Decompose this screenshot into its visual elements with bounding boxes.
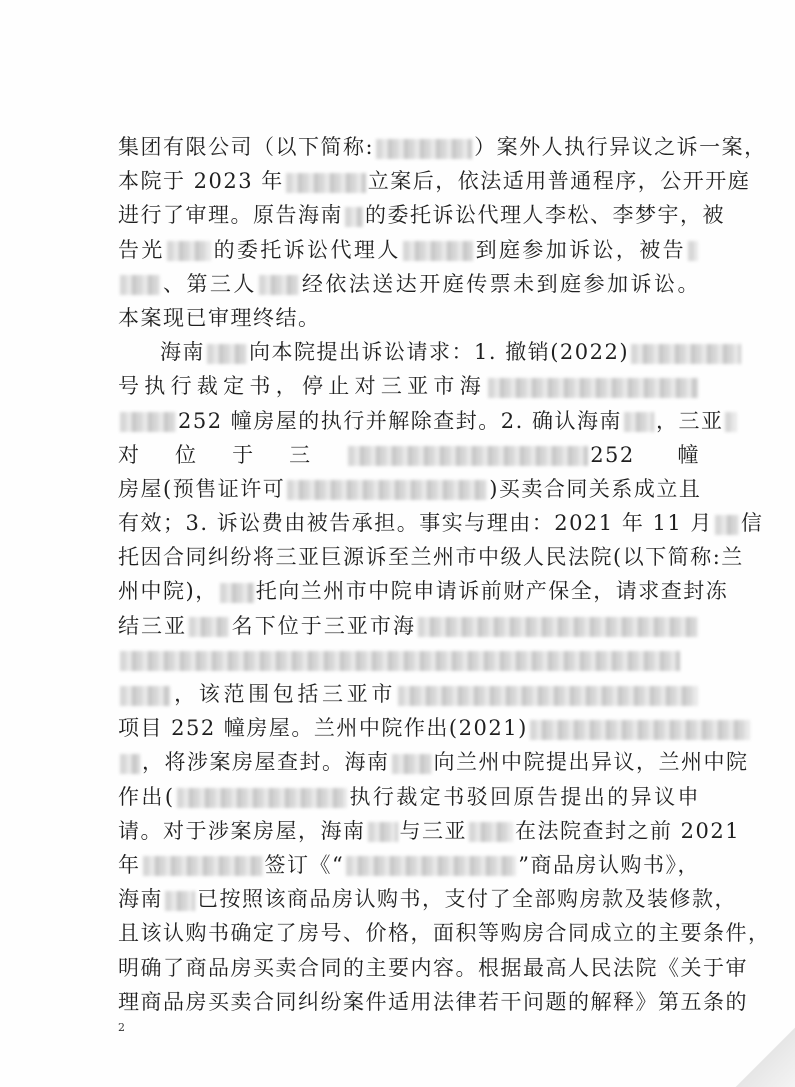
redaction bbox=[403, 241, 473, 261]
text-line: 、第三人 经依法送达开庭传票未到庭参加诉讼。 bbox=[118, 267, 700, 301]
redaction bbox=[177, 788, 347, 808]
redaction bbox=[286, 173, 366, 193]
text-line: 结三亚 名下位于三亚市海 bbox=[118, 609, 700, 643]
text-line: 对位于三 252 幢 bbox=[118, 442, 700, 467]
page-number: 2 bbox=[118, 1021, 125, 1034]
redaction bbox=[346, 856, 516, 876]
redaction bbox=[725, 412, 737, 432]
text-line: ，该范围包括三亚市 bbox=[118, 677, 700, 711]
text-line: 州中院)， 托向兰州市中院申请诉前财产保全，请求查封冻 bbox=[118, 579, 729, 604]
text-line: 作出( 执行裁定书驳回原告提出的异议申 bbox=[118, 784, 700, 809]
redaction bbox=[530, 720, 750, 740]
redaction bbox=[189, 617, 229, 637]
redaction bbox=[259, 275, 299, 295]
text-line: 告光 的委托诉讼代理人 到庭参加诉讼，被告 bbox=[118, 233, 700, 267]
redaction bbox=[469, 822, 513, 842]
redaction bbox=[120, 275, 160, 295]
redaction bbox=[207, 344, 247, 364]
text-line: ，将涉案房屋查封。海南 向兰州中院提出异议，兰州中院 bbox=[118, 745, 700, 779]
text-line: 请。对于涉案房屋，海南 与三亚 在法院查封之前 2021 bbox=[118, 818, 741, 843]
text-line: 海南 已按照该商品房认购书，支付了全部购房款及装修款， bbox=[118, 887, 737, 912]
text-line: 进行了审理。原告海南 的委托诉讼代理人李松、李梦宇，被 bbox=[118, 203, 725, 228]
redaction bbox=[488, 378, 698, 398]
redaction bbox=[398, 686, 698, 706]
text-line: 本案现已审理终结。 bbox=[118, 305, 321, 330]
redaction bbox=[345, 207, 363, 227]
redaction bbox=[631, 344, 741, 364]
redaction bbox=[167, 241, 211, 261]
redaction bbox=[418, 617, 698, 637]
text-line: 年 签订《“ ”商品房认购书》， bbox=[118, 852, 700, 877]
text-line: 本院于 2023 年 立案后，依法适用普通程序，公开开庭 bbox=[118, 169, 751, 194]
redaction bbox=[143, 856, 263, 876]
redaction bbox=[120, 651, 680, 671]
text-line: 海南 向本院提出诉讼请求：1. 撤销(2022) bbox=[118, 335, 700, 369]
text-line: 有效；3. 诉讼费由被告承担。事实与理由：2021 年 11 月 信 bbox=[118, 511, 764, 536]
redaction bbox=[120, 754, 140, 774]
redaction bbox=[165, 891, 195, 911]
document-body bbox=[118, 130, 771, 1019]
text-line: 理商品房买卖合同纠纷案件适用法律若干问题的解释》第五条的 bbox=[118, 989, 748, 1014]
redaction bbox=[368, 822, 398, 842]
redaction bbox=[287, 480, 487, 500]
text-line: 房屋(预售证许可 )买卖合同关系成立且 bbox=[118, 476, 702, 501]
page-fold-corner bbox=[735, 1027, 795, 1087]
text-line: 项目 252 幢房屋。兰州中院作出(2021) bbox=[118, 711, 700, 745]
redaction bbox=[715, 515, 739, 535]
text-line: 托因合同纠纷将三亚巨源诉至兰州市中级人民法院(以下简称:兰 bbox=[118, 545, 744, 570]
redaction bbox=[120, 686, 170, 706]
redaction bbox=[624, 412, 654, 432]
text-line: 号执行裁定书，停止对三亚市海 bbox=[118, 369, 700, 403]
text-line: 252 幢房屋的执行并解除查封。2. 确认海南 ，三亚 bbox=[118, 404, 700, 438]
redaction bbox=[376, 139, 472, 159]
redaction bbox=[348, 446, 588, 466]
redaction bbox=[392, 754, 432, 774]
redaction bbox=[120, 412, 176, 432]
text-line bbox=[118, 643, 700, 677]
text-line: 集团有限公司（以下简称: ）案外人执行异议之诉一案， bbox=[118, 135, 767, 159]
text-line: 且该认购书确定了房号、价格，面积等购房合同成立的主要条件， bbox=[118, 921, 771, 946]
text-line: 明确了商品房买卖合同的主要内容。根据最高人民法院《关于审 bbox=[118, 955, 748, 980]
redaction bbox=[688, 241, 698, 261]
redaction bbox=[220, 583, 254, 603]
